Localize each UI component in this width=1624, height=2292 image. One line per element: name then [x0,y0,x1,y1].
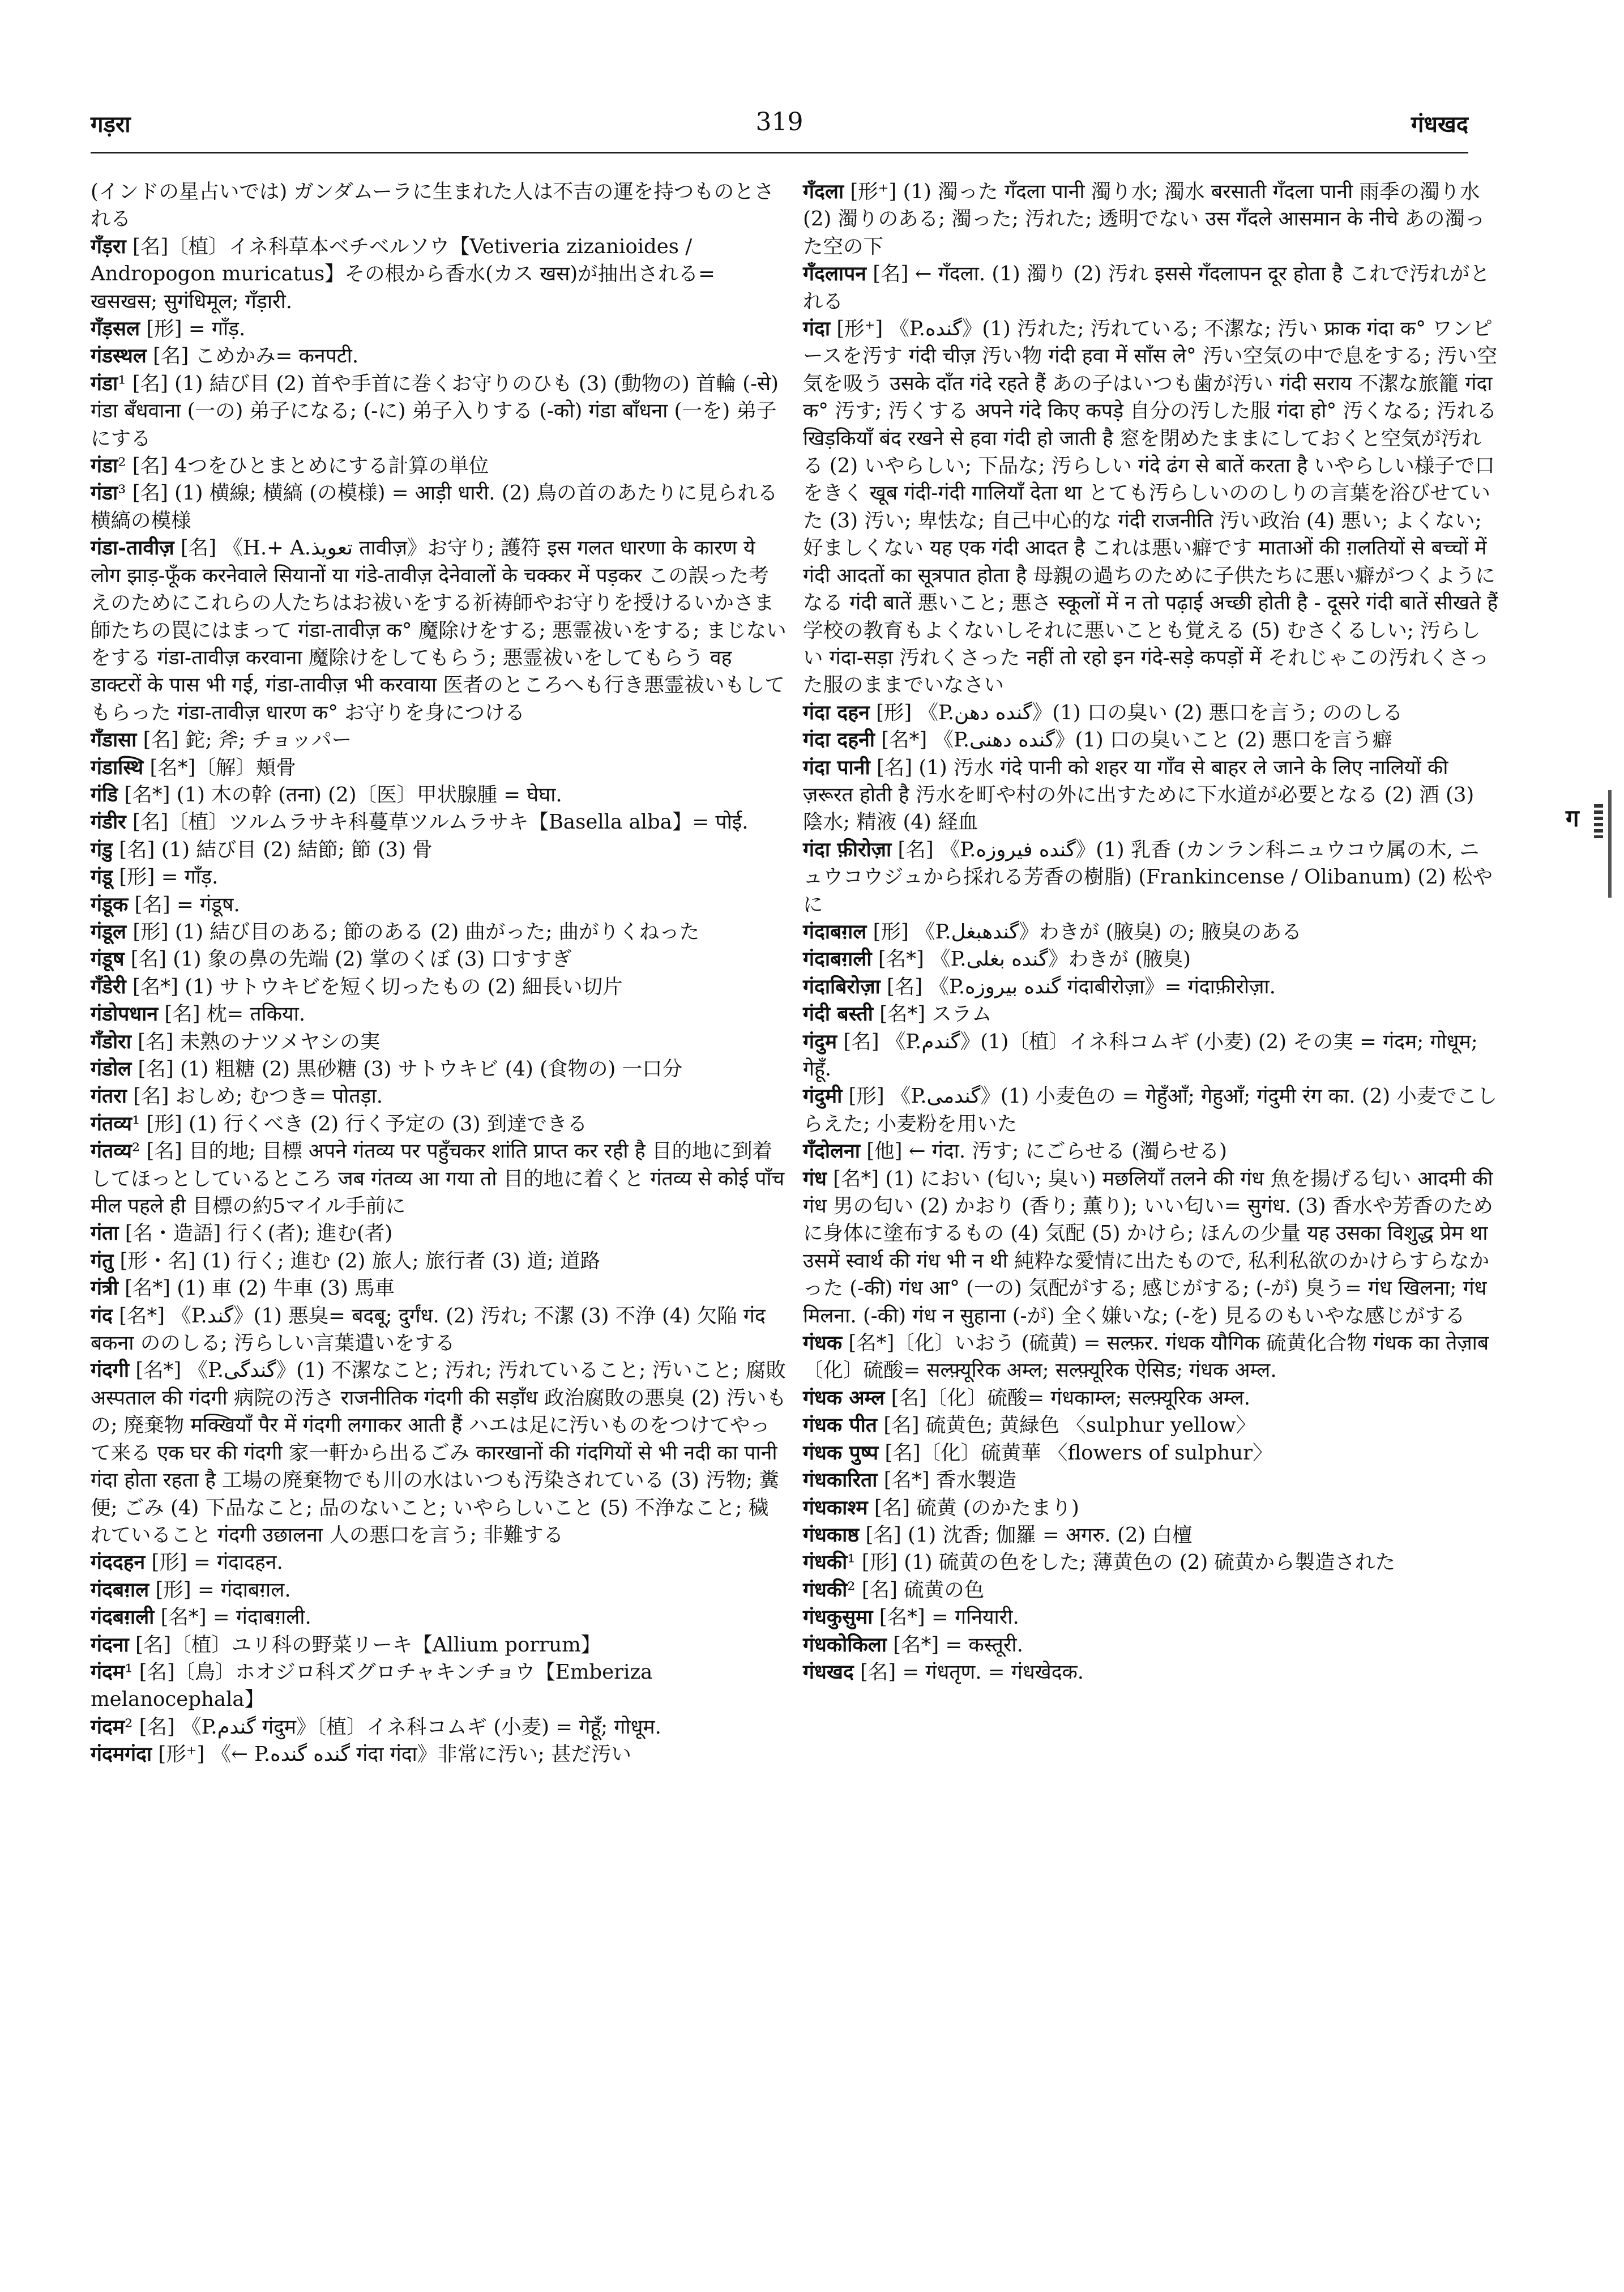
entry-definition: [名*] = कस्तूरी. [887,1633,1023,1657]
entry-headword: गंडीर [91,810,126,834]
dictionary-entry [91,1083,787,1110]
dictionary-entry [803,1330,1499,1385]
entry-definition: [名] 硫黄色; 黄緑色 〈sulphur yellow〉 [877,1414,1257,1437]
entry-headword: गंधक अम्ल [803,1386,885,1410]
entry-headword: गंदना [91,1633,129,1657]
entry-headword: गंतरा [91,1085,127,1108]
dictionary-entry [91,727,787,754]
dictionary-entry [91,480,787,535]
dictionary-entry [91,864,787,891]
entry-definition: [名*] = गंदाबग़ली. [154,1606,311,1629]
dictionary-entry [803,261,1499,315]
entry-headword: गंदम [91,1660,125,1684]
entry-definition: [名] おしめ; むつき= पोतड़ा. [126,1085,383,1108]
dictionary-entry [91,1659,787,1714]
entry-headword: गंधकारिता [803,1469,878,1492]
entry-headword: गंधकाश्म [803,1496,868,1520]
entry-definition: ¹ [名] (1) 結び目 (2) 首や手首に巻くお守りのひも (3) (動物の) 首輪 (-से) गंडा बँधवाना (一の) 弟子になる; (-に) 弟子入りする (-को) गंडा बाँधना (一を) 弟子にする [91,372,779,450]
entry-definition: [名] こめかみ= कनपटी. [146,344,359,368]
dictionary-entry [803,699,1499,727]
entry-headword: गंडोपधान [91,1002,159,1026]
dictionary-entry [91,1741,787,1768]
entry-headword: गंडास्थि [91,756,144,779]
dictionary-entry [91,919,787,946]
dictionary-entry [91,1577,787,1604]
dictionary-entry [803,836,1499,919]
entry-headword: गंधक पीत [803,1414,878,1437]
entry-definition: [形] = गाँड़. [140,317,246,341]
entry-headword: गंडि [91,783,118,806]
dictionary-entry [803,1577,1499,1604]
dictionary-entry [91,809,787,836]
entry-headword: गँड़सल [91,317,140,341]
entry-definition: [形⁺] 《← P.گنده گنده गंदा गंदा》非常に汚い; 甚だ汚い [152,1743,631,1766]
entry-definition: [名] 《P.گنده فیروزه》(1) 乳香 (カンラン科ニュウコウ属の木, ニュウコウジュから採れる芳香の樹脂) (Frankincense / Olibanum) (2) 松やに [803,838,1493,916]
entry-definition: [形⁺] 《P.گنده》(1) 汚れた; 汚れている; 不潔な; 汚い फ्राक गंदा क° ワンピースを汚す गंदी चीज़ 汚い物 गंदी हवा में साँस ले° 汚い空気の中で息をする; 汚い空気を吸う उसके दाँत गंदे रहते हैं あの子はいつも歯が汚い गंदी सराय 不潔な旅籠 गंदा क° 汚す; 汚くする अपने गंदे किए कपड़े 自分の汚した服 गंदा हो° 汚くなる; 汚れる खिड़कियाँ बंद रखने से हवा गंदी हो जाती है 窓を閉めたままにしておくと空気が汚れる (2) いやらしい; 下品な; 汚らしい गंदे ढंग से बातें करता है いやらしい様子で口をきく खूब गंदी-गंदी गालियाँ देता था とても汚らしいののしりの言葉を浴びせていた (3) 汚い; 卑怯な; 自己中心的な गंदी राजनीति 汚い政治 (4) 悪い; よくない; 好ましくない यह एक गंदी आदत है これは悪い癖です माताओं की ग़लतियों से बच्चों में गंदी आदतों का सूत्रपात होता है 母親の過ちのために子供たちに悪い癖がつくようになる गंदी बातें 悪いこと; 悪さ स्कूलों में न तो पढ़ाई अच्छी होती है - दूसरे गंदी बातें सीखते हैं 学校の教育もよくないしそれに悪いことも覚える (5) むさくるしい; 汚らしい गंदा-सड़ा 汚れくさった नहीं तो रहो इन गंदे-सड़े कपड़ों में それじゃこの汚れくさった服のままでいなさい [803,317,1498,697]
entry-definition: ¹ [名]〔鳥〕ホオジロ科ズグロチャキンチョウ【Emberiza melanocephala】 [91,1660,653,1711]
entry-headword: गंडूक [91,893,129,916]
dictionary-entry [803,1604,1499,1631]
entry-headword: गंधक [803,1331,843,1355]
entry-definition: [名]〔植〕ツルムラサキ科蔓草ツルムラサキ【Basella alba】= पोई. [126,810,749,834]
entry-headword: गंडोल [91,1057,132,1081]
entry-headword: गंडु [91,838,113,861]
dictionary-entry [91,1248,787,1275]
left-column [91,178,787,1769]
entry-definition: [名*] = गनियारी. [873,1606,1019,1629]
dictionary-entry [803,1440,1499,1467]
entry-definition: [名*]〔解〕頬骨 [143,756,296,779]
dictionary-entry [91,1357,787,1549]
dictionary-entry [803,178,1499,261]
dictionary-entry [91,343,787,370]
dictionary-entry [803,1166,1499,1330]
entry-headword: गँदोलना [803,1139,860,1163]
dictionary-entry [91,1275,787,1302]
entry-headword: गंडा [91,372,118,395]
entry-definition: [名*] (1) 木の幹 (तना) (2)〔医〕甲状腺腫 = घेघा. [118,783,562,806]
entry-headword: गंद [91,1304,113,1328]
dictionary-entry [91,782,787,809]
dictionary-entry [91,1549,787,1576]
page-header [91,108,1468,153]
entry-definition: [名・造語] 行く(者); 進む(者) [118,1222,393,1245]
dictionary-entry [91,1028,787,1056]
entry-headword: गंधकोकिला [803,1633,887,1657]
entry-headword: गँड़रा [91,234,126,258]
dictionary-entry [803,1632,1499,1659]
entry-headword: गंदा दहन [803,701,870,724]
entry-headword: गंदबग़ल [91,1578,149,1602]
entry-definition: [名]〔植〕イネ科草本ベチベルソウ【Vetiveria zizanioides / Andropogon muricatus】その根から香水(カス खस)が抽出される= खसखस; सुगंधिमूल; गँड़ारी. [91,234,715,313]
entry-headword: गंतव्य [91,1112,132,1136]
entry-headword: गँडेरी [91,975,126,998]
entry-headword: गंधकी [803,1578,848,1602]
entry-definition: [名] (1) 沈香; 伽羅 = अगरु. (2) 白檀 [859,1523,1193,1547]
entry-definition: [名] 未熟のナツメヤシの実 [131,1030,381,1053]
entry-definition: [名] 《P.گندم》(1)〔植〕イネ科コムギ (小麦) (2) その実 = गंदम; गोधूम; गेहूँ. [803,1030,1478,1081]
entry-definition: [名] 《P.گنده بیروزه गंदाबीरोज़ा》= गंदाफ़ीरोज़ा. [880,975,1276,998]
thumb-index-bar [1608,790,1612,898]
entry-headword: गंदा [803,317,831,341]
entry-headword: गंडूष [91,947,125,971]
header-guide-word-left: गड़रा [91,111,131,138]
entry-definition: [形・名] (1) 行く; 進む (2) 旅人; 旅行者 (3) 道; 道路 [113,1249,601,1273]
entry-definition: ³ [名] (1) 横線; 横縞 (の模様) = आड़ी धारी. (2) 鳥の首のあたりに見られる横縞の模様 [91,481,778,532]
page-number: 319 [755,108,804,136]
entry-headword: गंडा [91,454,118,478]
entry-definition: [形] = गाँड़. [112,865,219,889]
dictionary-entry [803,1028,1499,1083]
dictionary-entry [803,1083,1499,1138]
entry-definition: [名] 《H.+ A.تعویذ तावीज़》お守り; 護符 इस गलत धारणा के कारण ये लोग झाड़-फूँक करनेवाले सियानों या गंडे-तावीज़ देनेवालों के चक्कर में पड़कर この誤った考えのためにこれらの人たちはお祓いをする祈祷師やお守りを授けるいかさま師たちの罠にはまって गंडा-तावीज़ क° 魔除けをする; 悪霊祓いをする; まじないをする गंडा-तावीज़ करवाना 魔除けをしてもらう; 悪霊祓いをしてもらう वह डाक्टरों के पास भी गई, गंडा-तावीज़ भी करवाया 医者のところへも行き悪霊祓いもしてもらった गंडा-तावीज़ धारण क° お守りを身につける [91,536,787,724]
entry-definition: [名*] 《P.گنده بغلی》わきが (腋臭) [871,947,1191,971]
dictionary-entry [91,1604,787,1631]
entry-definition: (インドの星占いでは) ガンダムーラに生まれた人は不吉の運を持つものとされる [91,180,775,231]
entry-headword: गंधकी [803,1551,848,1574]
entry-definition: ² [名] 目的地; 目標 अपने गंतव्य पर पहुँचकर शांति प्राप्त कर रही है 目的地に到着してほっとしているところ जब गंतव्य आ गया तो 目的地に着くと गंतव्य से कोई पाँच मील पहले ही 目標の約5マイル手前に [91,1139,785,1218]
dictionary-entry [803,1659,1499,1686]
entry-definition: [形] 《P.گندهبغل》わきが (腋臭) の; 腋臭のある [866,920,1302,944]
entry-definition: [名*] (1) 車 (2) 牛車 (3) 馬車 [118,1277,395,1300]
entry-definition: ² [名] 4つをひとまとめにする計算の単位 [118,454,489,478]
entry-headword: गंददहन [91,1551,146,1574]
header-guide-word-right: गंधखद [1411,111,1468,138]
entry-headword: गंदा फ़ीरोज़ा [803,838,892,861]
dictionary-entry [803,946,1499,973]
dictionary-entry [91,315,787,343]
entry-definition: [名*] (1) におい (匂い; 臭い) मछलियाँ तलने की गंध 魚を揚げる匂い आदमी की गंध 男の匂い (2) かおり (香り; 薫り); いい匂い= सुगंध. (3) 香水や芳香のために身体に塗布するもの (4) 気配 (5) かけら; ほんの少量 यह उसका विशुद्ध प्रेम था उसमें स्वार्थ की गंध भी न थी 純粋な愛情に出たもので, 私利私欲のかけらすらなかった (-की) गंध आ° (一の) 気配がする; 感じがする; (-が) 臭う= गंध खिलना; गंध मिलना. (-की) गंध न सुहाना (-が) 全く嫌いな; (-を) 見るのもいやな感じがする [803,1167,1493,1328]
dictionary-entry [91,1303,787,1358]
dictionary-entry [803,1495,1499,1522]
dictionary-entry [91,178,787,233]
dictionary-entry [803,1522,1499,1549]
entry-definition: [名]〔化〕硫黄華 〈flowers of sulphur〉 [878,1441,1273,1465]
right-column [803,178,1499,1686]
entry-headword: गंदमगंदा [91,1743,152,1766]
dictionary-entry [803,919,1499,946]
entry-definition: [名] 鉈; 斧; チョッパー [136,728,352,752]
entry-headword: गंदाबिरोज़ा [803,975,881,998]
entry-definition: [形] (1) 結び目のある; 節のある (2) 曲がった; 曲がりくねった [126,920,700,944]
dictionary-entry [91,1714,787,1741]
entry-headword: गंतव्य [91,1139,132,1163]
entry-headword: गंता [91,1222,119,1245]
header-rule [91,152,1468,153]
dictionary-entry [803,727,1499,754]
entry-definition: [形] 《P.گندمی》(1) 小麦色の = गेहुँआँ; गेहुआँ; गंदुमी रंग का. (2) 小麦でこしらえた; 小麦粉を用いた [803,1085,1497,1136]
entry-headword: गंधक पुष्प [803,1441,879,1465]
dictionary-entry [91,1111,787,1138]
entry-headword: गँदला [803,180,844,203]
entry-definition: ¹ [形] (1) 硫黄の色をした; 薄黄色の (2) 硫黄から製造された [847,1551,1395,1574]
entry-definition: [名*] スラム [873,1002,992,1026]
entry-headword: गँडासा [91,728,137,752]
entry-definition: [名] (1) 粗糖 (2) 黒砂糖 (3) サトウキビ (4) (食物の) 一口分 [131,1057,683,1081]
entry-definition: [名] 硫黄 (のかたまり) [867,1496,1079,1520]
dictionary-entry [803,1467,1499,1494]
thumb-index-marks [1594,804,1603,838]
dictionary-entry [803,1412,1499,1439]
entry-definition: [形] = गंदादहन. [145,1551,283,1574]
dictionary-entry [803,1385,1499,1412]
dictionary-entry [803,315,1499,699]
entry-definition: [形] = गंदाबग़ल. [149,1578,291,1602]
entry-headword: गंदा पानी [803,756,870,779]
entry-headword: गंध [803,1167,827,1190]
entry-definition: [名] (1) 結び目 (2) 結節; 節 (3) 骨 [112,838,433,861]
entry-definition: [名]〔化〕硫酸= गंधकाम्ल; सल्फ़्यूरिक अम्ल. [884,1386,1251,1410]
entry-headword: गंदबग़ली [91,1606,155,1629]
dictionary-entry [91,1138,787,1220]
dictionary-entry [91,1056,787,1083]
dictionary-entry [91,974,787,1001]
entry-headword: गंडा-तावीज़ [91,536,174,560]
dictionary-entry [91,891,787,919]
entry-definition: [名*] 《P.گنده دهنی》(1) 口の臭いこと (2) 悪口を言う癖 [875,728,1392,752]
entry-definition: [名*] 《P.گندگی》(1) 不潔なこと; 汚れ; 汚れていること; 汚いこと; 腐敗 अस्पताल की गंदगी 病院の汚さ राजनीतिक गंदगी की सड़ाँध 政治腐敗の悪臭 (2) 汚いもの; 廃棄物 मक्खियाँ पैर में गंदगी लगाकर आती हैं ハエは足に汚いものをつけてやって来る एक घर की गंदगी 家一軒から出るごみ कारखानों की गंदगियों से भी नदी का पानी गंदा होता रहता है 工場の廃棄物でも川の水はいつも汚染されている (3) 汚物; 糞便; ごみ (4) 下品なこと; 品のないこと; いやらしいこと (5) 不浄なこと; 穢れていること गंदगी उछालना 人の悪口を言う; 非難する [91,1359,787,1547]
entry-headword: गंतु [91,1249,114,1273]
entry-headword: गंडूल [91,920,127,944]
entry-definition: ² [名] 《P.گندم गंदुम》〔植〕イネ科コムギ (小麦) = गेहूँ; गोधूम. [125,1715,661,1739]
entry-definition: [名] ← गँदला. (1) 濁り (2) 汚れ इससे गँदलापन दूर होता है これで汚れがとれる [803,262,1490,313]
dictionary-entry [803,1549,1499,1576]
entry-definition: [形] 《P.گنده دهن》(1) 口の臭い (2) 悪口を言う; ののしる [869,701,1403,724]
entry-headword: गंत्री [91,1277,118,1300]
dictionary-entry [91,453,787,480]
entry-definition: [形⁺] (1) 濁った गँदला पानी 濁り水; 濁水 बरसाती गँदला पानी 雨季の濁り水 (2) 濁りのある; 濁った; 汚れた; 透明でない उस गँदले आसमान के नीचे あの濁った空の下 [803,180,1485,258]
entry-headword: गंधकाष्ठ [803,1523,860,1547]
dictionary-entry [91,1001,787,1028]
entry-definition: [名] (1) 象の鼻の先端 (2) 掌のくぼ (3) 口すすぎ [124,947,572,971]
entry-headword: गंदुमी [803,1085,843,1108]
entry-definition: [名*]〔化〕いおう (硫黄) = सल्फ़र. गंधक यौगिक 硫黄化合物 गंधक का तेज़ाब〔化〕硫酸= सल्फ़्यूरिक अम्ल; सल्फ़्यूरिक ऐसिड; गंधक अम्ल. [803,1331,1489,1382]
dictionary-entry [91,370,787,453]
entry-headword: गंदी बस्ती [803,1002,873,1026]
entry-headword: गंदा दहनी [803,728,875,752]
dictionary-entry [91,1632,787,1659]
entry-definition: [名] 枕= तकिया. [158,1002,306,1026]
entry-headword: गंडस्थल [91,344,147,368]
dictionary-entry [91,233,787,315]
entry-definition: [名] = गंडूष. [128,893,240,916]
entry-headword: गंदाबग़ल [803,920,867,944]
entry-definition: ² [名] 硫黄の色 [847,1578,985,1602]
entry-headword: गंधखद [803,1660,854,1684]
entry-headword: गंडू [91,865,113,889]
dictionary-entry [803,1138,1499,1165]
entry-definition: [名*] 《P.گند》(1) 悪臭= बदबू; दुर्गंध. (2) 汚れ; 不潔 (3) 不浄 (4) 欠陥 गंद बकना ののしる; 汚らしい言葉遣いをする [91,1304,766,1355]
entry-headword: गंडा [91,481,118,505]
entry-headword: गंदम [91,1715,125,1739]
dictionary-entry [803,754,1499,836]
dictionary-entry [91,1220,787,1247]
dictionary-entry [91,946,787,973]
dictionary-entry [803,1001,1499,1028]
entry-headword: गँदलापन [803,262,866,286]
entry-headword: गंदुम [803,1030,837,1053]
thumb-index-letter: ग [1566,804,1579,832]
entry-headword: गंधकुसुमा [803,1606,873,1629]
entry-definition: [他] ← गंदा. 汚す; にごらせる (濁らせる) [860,1139,1227,1163]
entry-definition: [名*] (1) サトウキビを短く切ったもの (2) 細長い切片 [126,975,623,998]
entry-definition: [名] (1) 汚水 गंदे पानी को शहर या गाँव से बाहर ले जाने के लिए नालियों की ज़रूरत होती है 汚水を町や村の外に出すために下水道が必要となる (2) 酒 (3) 陰水; 精液 (4) 経血 [803,756,1475,834]
dictionary-entry [803,974,1499,1001]
entry-definition: ¹ [形] (1) 行くべき (2) 行く予定の (3) 到達できる [131,1112,588,1136]
entry-headword: गंदाबग़ली [803,947,872,971]
entry-definition: [名*] 香水製造 [877,1469,1016,1492]
entry-headword: गँडोरा [91,1030,131,1053]
dictionary-entry [91,535,787,727]
entry-definition: [名] = गंधतृण. = गंधखेदक. [853,1660,1084,1684]
dictionary-entry [91,754,787,782]
dictionary-entry [91,836,787,864]
entry-definition: [名]〔植〕ユリ科の野菜リーキ【Allium porrum】 [129,1633,601,1657]
entry-headword: गंदगी [91,1359,130,1382]
